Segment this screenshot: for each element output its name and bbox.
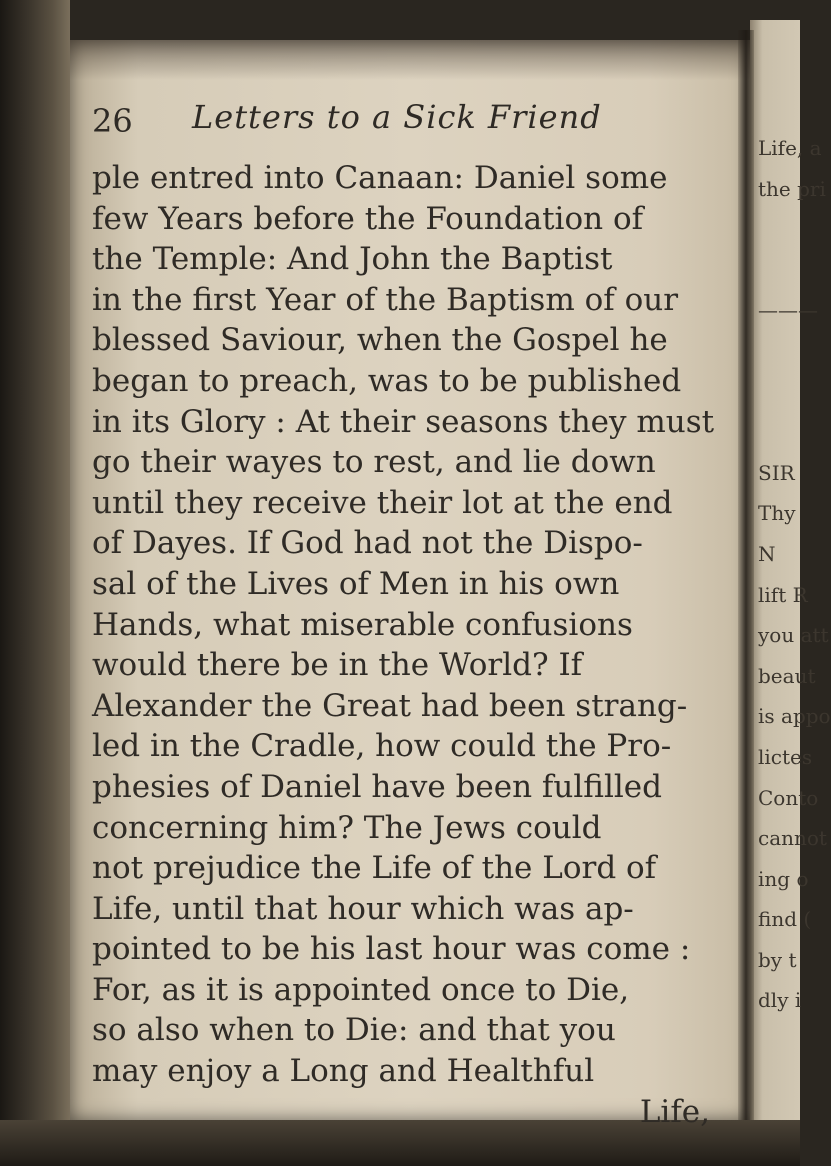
- text-line: may enjoy a Long and Healthful: [92, 1053, 595, 1090]
- facing-fragment: you att: [758, 623, 829, 648]
- facing-fragment: [758, 372, 800, 413]
- facing-fragment: by t: [758, 947, 797, 972]
- page-header: [92, 96, 712, 152]
- facing-fragment: [758, 412, 800, 453]
- text-line: would there be in the World? If: [92, 647, 583, 684]
- text-line: not prejudice the Life of the Lord of: [92, 850, 657, 887]
- text-line: the Temple: And John the Baptist: [92, 241, 613, 278]
- facing-fragment: cannot: [758, 826, 827, 851]
- facing-fragment: SIR: [758, 460, 795, 485]
- facing-fragment: beaut: [758, 663, 816, 688]
- text-line: until they receive their lot at the end: [92, 484, 673, 521]
- facing-fragment: ing o: [758, 866, 809, 891]
- facing-fragment: [758, 209, 800, 250]
- facing-fragment: Conto: [758, 785, 819, 810]
- facing-fragment: ———: [758, 298, 818, 323]
- facing-fragment: is appo: [758, 704, 831, 729]
- running-head: Letters to a Sick Friend: [192, 98, 602, 136]
- catchword: Life,: [639, 1093, 710, 1130]
- page-number: 26: [92, 102, 133, 140]
- text-line: in its Glory : At their seasons they must: [92, 403, 715, 440]
- text-line: few Years before the Foundation of: [92, 200, 644, 237]
- text-line: Alexander the Great had been strang-: [92, 687, 688, 724]
- facing-fragment: lictes: [758, 744, 813, 769]
- text-line: concerning him? The Jews could: [92, 809, 602, 846]
- body-text: [92, 158, 722, 1132]
- text-line: blessed Saviour, when the Gospel he: [92, 322, 668, 359]
- text-line: of Dayes. If God had not the Dispo-: [92, 525, 643, 562]
- text-line: in the first Year of the Baptism of our: [92, 281, 679, 318]
- text-line: sal of the Lives of Men in his own: [92, 565, 620, 602]
- facing-fragment: N: [758, 541, 776, 566]
- book-gutter: [738, 30, 754, 1140]
- facing-fragment: the pri: [758, 176, 826, 201]
- text-line: For, as it is appointed once to Die,: [92, 971, 630, 1008]
- facing-fragment: Thy: [758, 501, 796, 526]
- facing-page-text: [758, 128, 831, 1021]
- facing-fragment: [758, 331, 800, 372]
- page-top-shadow: [70, 40, 750, 80]
- facing-fragment: [758, 250, 800, 291]
- facing-fragment: find (: [758, 907, 812, 932]
- text-line: pointed to be his last hour was come :: [92, 931, 691, 968]
- text-line: led in the Cradle, how could the Pro-: [92, 728, 672, 765]
- text-line: phesies of Daniel have been fulfilled: [92, 768, 662, 805]
- text-line: Hands, what miserable confusions: [92, 606, 633, 643]
- text-line: began to preach, was to be published: [92, 362, 682, 399]
- book-left-edge: [0, 0, 70, 1166]
- facing-fragment: Life, a: [758, 136, 822, 160]
- facing-fragment: dly i: [758, 988, 802, 1013]
- text-line: Life, until that hour which was ap-: [92, 890, 634, 927]
- facing-fragment: lift R: [758, 582, 808, 607]
- text-line: so also when to Die: and that you: [92, 1012, 616, 1049]
- text-line: ple entred into Canaan: Daniel some: [92, 160, 668, 196]
- text-line: go their wayes to rest, and lie down: [92, 444, 656, 481]
